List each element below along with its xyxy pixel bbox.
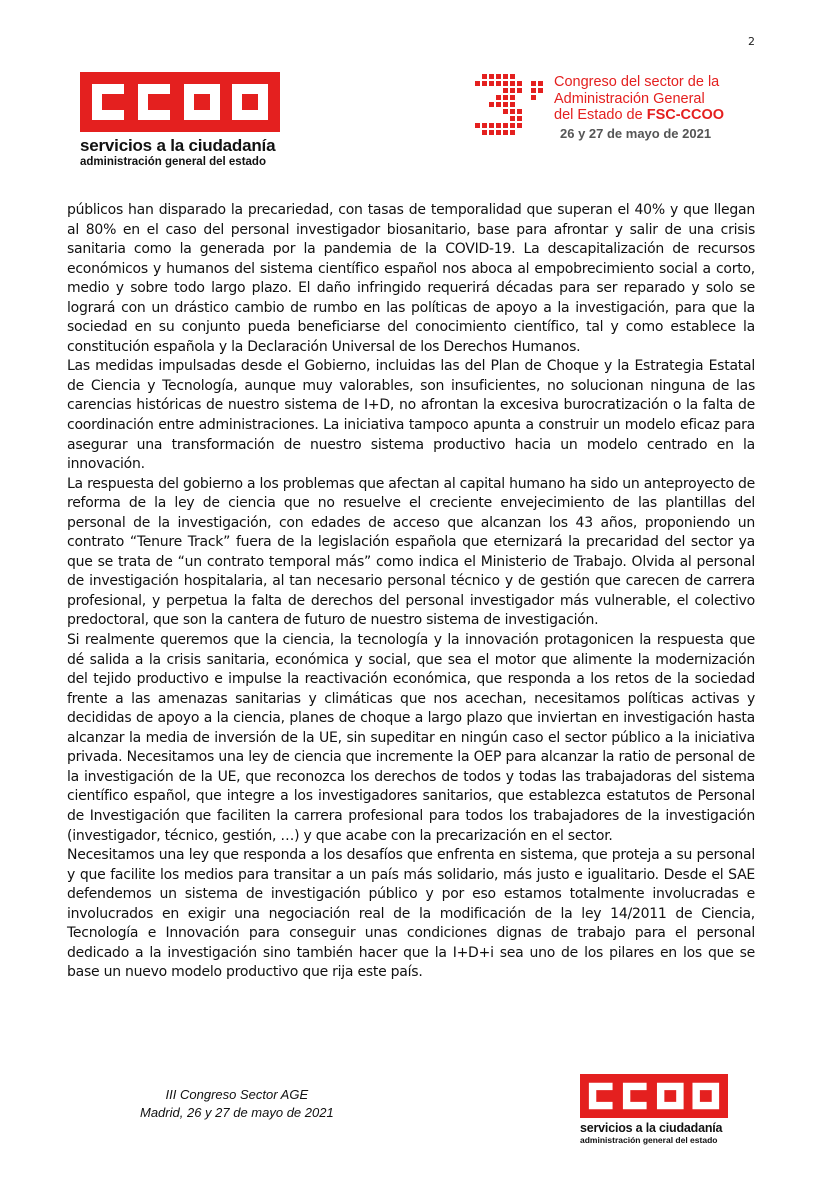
congress-date: 26 y 27 de mayo de 2021 [560, 126, 712, 141]
ccoo-letters-icon [80, 72, 280, 132]
congress-title-line1: Congreso del sector de la [554, 74, 720, 90]
ccoo-logo [80, 72, 280, 168]
footer-logo-subtitle-small: administración general del estado [580, 1135, 718, 1145]
page-number: 2 [748, 35, 755, 48]
congress-dots-icon [474, 72, 552, 138]
congress-title-line3-prefix: del Estado de [554, 107, 647, 123]
ccoo-letters-icon [580, 1074, 728, 1118]
congress-title [554, 74, 724, 124]
paragraph: Necesitamos una ley que responda a los desafíos que enfrenta en sistema, que proteja a su personal y que facilite los medios para transitar a un país más solidario, más justo e igualitario. Desde el SAE defendemos un sistema de investigación público y por eso estamos totalmente involucradas e involucrados en exigir una negociación real de la modificación de la ley 14/2011 de Ciencia, Tecnología e Innovación para conseguir unas condiciones dignas de trabajo para el personal dedicado a la investigación sino también hacer que la I+D+i sea uno de los pilares en los que se base un nuevo modelo productivo que rija este país. [67, 847, 755, 981]
logo-subtitle: servicios a la ciudadanía [80, 136, 276, 155]
footer-line1: III Congreso Sector AGE [165, 1087, 309, 1102]
paragraph: públicos han disparado la precariedad, con tasas de temporalidad que superan el 40% y que llegan al 80% en el caso del personal investigador biosanitario, base para afrontar y salir de una crisis sanitaria como la generada por la pandemia de la COVID-19. La descapitalización de recursos económicos y humanos del sistema científico español nos aboca al empobrecimiento social a corto, medio y sobre todo largo plazo. El daño infringido requerirá décadas para ser reparado y solo se logrará con un drástico cambio de rumbo en las políticas de apoyo a la investigación, para que la sociedad en su conjunto pueda beneficiarse del conocimiento científico, tal y como establece la constitución española y la Declaración Universal de los Derechos Humanos. [67, 202, 755, 355]
paragraph: Las medidas impulsadas desde el Gobierno, incluidas las del Plan de Choque y la Estrategia Estatal de Ciencia y Tecnología, aunque muy valorables, son insuficientes, no solucionan ninguna de las carencias históricas de nuestro sistema de I+D, no afrontan la excesiva burocratización o la falta de coordinación entre administraciones. La iniciativa tampoco apunta a construir un modelo eficaz para asegurar una transformación de nuestro sistema productivo hacia un modelo centrado en la innovación. [67, 358, 755, 473]
ccoo-logo-mark [80, 72, 280, 132]
footer-line2: Madrid, 26 y 27 de mayo de 2021 [140, 1105, 334, 1120]
document-body [67, 201, 755, 983]
footer-signature [140, 1086, 334, 1122]
paragraph: Si realmente queremos que la ciencia, la tecnología y la innovación protagonicen la respuesta que dé salida a la crisis sanitaria, económica y social, que sea el motor que alimente la modernización del tejido productivo e impulse la reactivación económica, que responda a los retos de la sociedad frente a las amenazas sanitarias y climáticas que nos acechan, necesitamos políticas activas y decididas de apoyo a la ciencia, planes de choque a largo plazo que inviertan en investigación hasta alcanzar la media de inversión de la UE, sin supeditar en ningún caso el sector público a la iniciativa privada. Necesitamos una ley de ciencia que incremente la OEP para alcanzar la ratio de personal de la investigación de la UE, que reconozca los derechos de todos y todas las trabajadoras del sistema científico español, que integre a los investigadores sanitarios, que establezca estatutos de Personal de Investigación que faciliten la carrera profesional para todos los trabajadores de la investigación (investigador, técnico, gestión, …) y que acabe con la precarización en el sector. [67, 632, 755, 844]
congress-logo [474, 72, 754, 142]
footer-ccoo-logo [580, 1074, 728, 1145]
congress-title-line2: Administración General [554, 90, 705, 107]
footer-ccoo-logo-mark [580, 1074, 728, 1118]
congress-title-line3 [554, 107, 724, 124]
congress-title-line3-bold: FSC-CCOO [646, 107, 725, 123]
footer-logo-subtitle: servicios a la ciudadanía [580, 1121, 723, 1135]
paragraph: La respuesta del gobierno a los problemas que afectan al capital humano ha sido un anteproyecto de reforma de la ley de ciencia que no resuelve el creciente envejecimiento de las plantillas del personal de la investigación, con edades de acceso que alcanzan los 43 años, proponiendo un contrato “Tenure Track” fuera de la legislación española que eternizará la precaridad del sector ya que se trata de “un contrato temporal más” como indica el Ministerio de Trabajo. Olvida al personal de investigación hospitalaria, al tan necesario personal técnico y de gestión que carecen de carrera profesional, y perpetua la falta de derechos del personal investigador más vulnerable, el colectivo predoctoral, que son la cantera de futuro de nuestro sistema de investigación. [67, 475, 755, 629]
logo-subtitle-small: administración general del estado [80, 156, 266, 168]
